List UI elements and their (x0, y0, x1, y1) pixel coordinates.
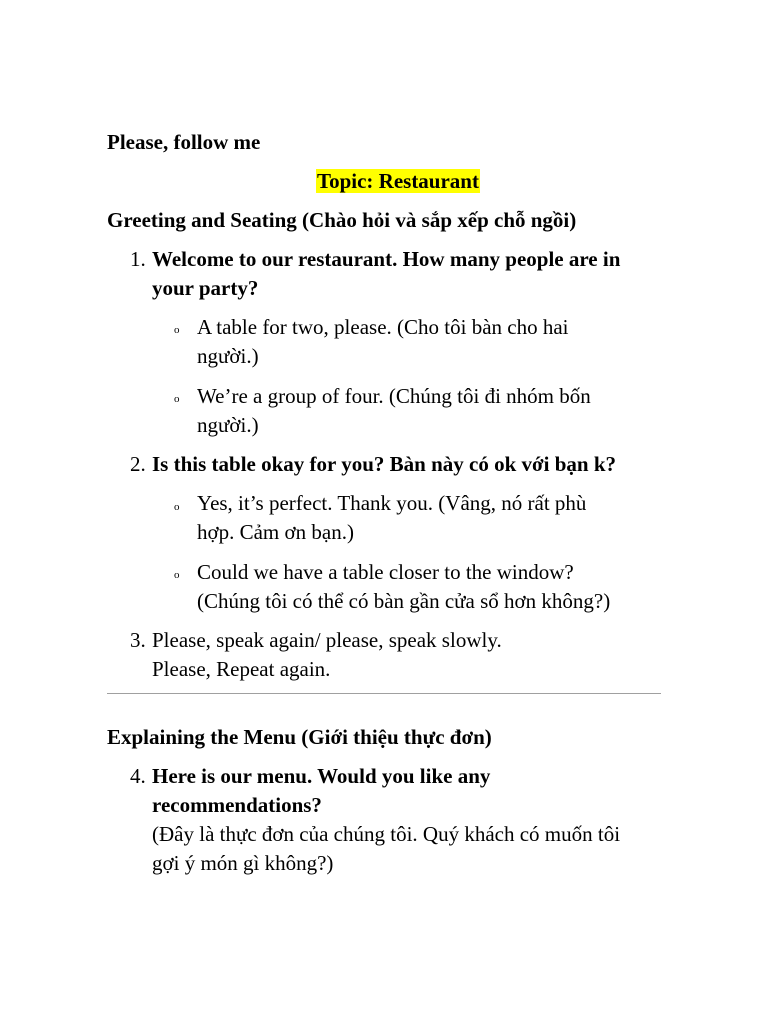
bullet-marker: o (174, 569, 180, 581)
answer-line: người.) (197, 413, 259, 437)
answer-line: Could we have a table closer to the window? (197, 560, 574, 584)
section-heading-greeting: Greeting and Seating (Chào hỏi và sắp xếp chỗ ngồi) (107, 208, 577, 232)
intro-heading: Please, follow me (107, 130, 261, 154)
answer-line: Yes, it’s perfect. Thank you. (Vâng, nó rất phù (197, 491, 587, 515)
section-heading-menu: Explaining the Menu (Giới thiệu thực đơn) (107, 725, 492, 749)
list-number: 2. (130, 452, 146, 476)
answer-line: hợp. Cảm ơn bạn.) (197, 520, 354, 544)
bullet-marker: o (174, 501, 180, 513)
topic-title: Topic: Restaurant (317, 169, 479, 193)
list-number: 4. (130, 764, 146, 788)
list-item-line: Please, Repeat again. (152, 657, 331, 681)
topic-title-wrap (0, 168, 768, 194)
question-line: Welcome to our restaurant. How many people are in (152, 247, 621, 271)
question-line: Is this table okay for you? Bàn này có ok với bạn k? (152, 452, 617, 476)
answer-line: người.) (197, 344, 259, 368)
question-line: your party? (152, 276, 259, 300)
list-item-line: Please, speak again/ please, speak slowly. (152, 628, 502, 652)
list-number: 1. (130, 247, 146, 271)
bullet-marker: o (174, 324, 180, 336)
translation-line: (Đây là thực đơn của chúng tôi. Quý khách có muốn tôi (152, 822, 621, 846)
answer-line: (Chúng tôi có thể có bàn gần cửa sổ hơn không?) (197, 589, 611, 613)
question-line: Here is our menu. Would you like any (152, 764, 491, 788)
question-line: recommendations? (152, 793, 322, 817)
answer-line: A table for two, please. (Cho tôi bàn cho hai (197, 315, 569, 339)
horizontal-divider (107, 693, 661, 694)
bullet-marker: o (174, 393, 180, 405)
answer-line: We’re a group of four. (Chúng tôi đi nhóm bốn (197, 384, 591, 408)
list-number: 3. (130, 628, 146, 652)
translation-line: gợi ý món gì không?) (152, 851, 334, 875)
